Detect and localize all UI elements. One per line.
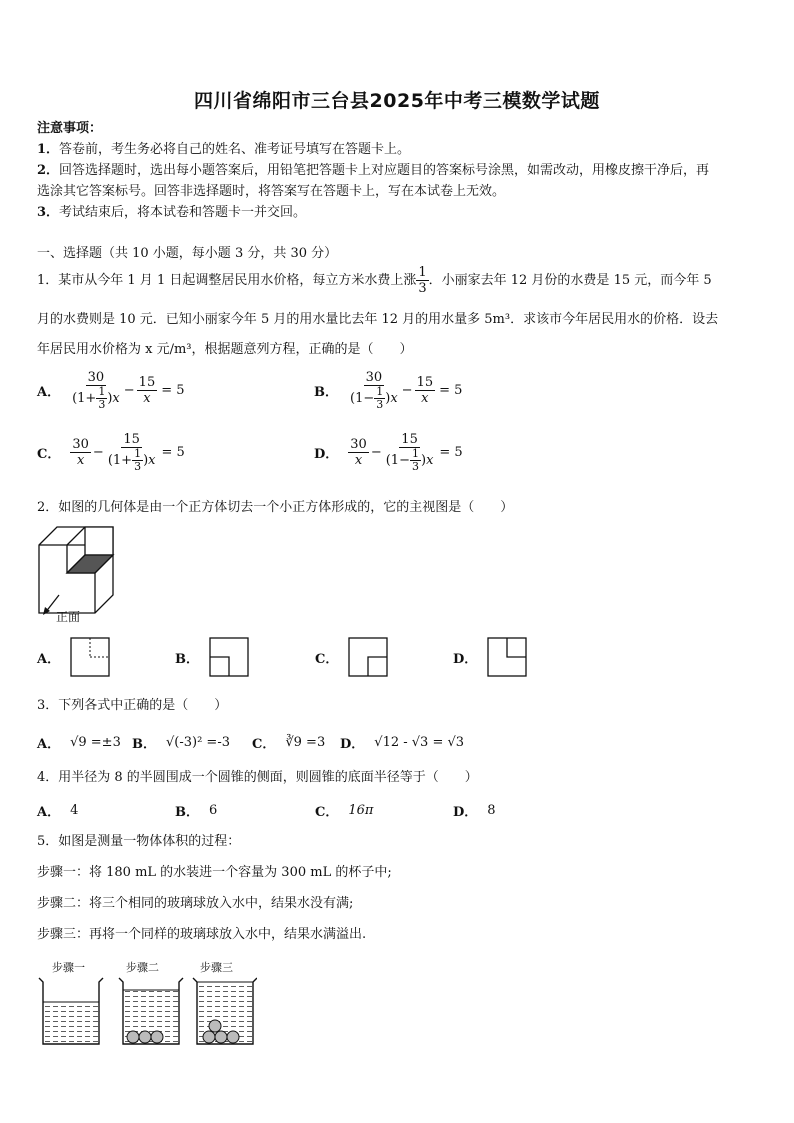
beaker-1 [39, 978, 103, 1044]
q2-option-b[interactable]: B． [175, 637, 249, 677]
q5-step-2: 步骤二：将三个相同的玻璃球放入水中，结果水没有满; [37, 896, 354, 911]
notice-item-1: 1．答卷前，考生务必将自己的姓名、准考证号填写在答题卡上。 [37, 142, 411, 157]
q1-fraction: $\frac{1}{3}$ [418, 265, 427, 296]
q4-option-b[interactable]: B． 6 [175, 803, 218, 820]
q2-option-c[interactable]: C． [315, 637, 388, 677]
beaker-label-2: 步骤二 [126, 961, 159, 974]
q3-option-a[interactable]: A． √9 =±3 [37, 735, 121, 752]
q1-option-b[interactable]: B． 30 (1− $\frac{1}{3}$ ) x − $\frac{15}{x}$ = 5 [314, 370, 463, 411]
q1-option-a[interactable]: A． 30 (1+ $\frac{1}{3}$ ) x − $\frac{15}{x}$ = 5 [37, 370, 185, 411]
q4-option-a[interactable]: A． 4 [37, 803, 79, 820]
q1-line1: 1．某市从今年 1 月 1 日起调整居民用水价格，每立方米水费上涨 $\frac{1}{3}$ ．小丽家去年 12 月份的水费是 15 元，而今年 5 [37, 265, 712, 296]
page-title: 四川省绵阳市三台县2025年中考三模数学试题 [194, 90, 600, 112]
q2-text: 2．如图的几何体是由一个正方体切去一个小正方体形成的，它的主视图是（ ） [37, 500, 514, 515]
q1-line3: 年居民用水价格为 x 元/m³，根据题意列方程，正确的是（ ） [37, 342, 413, 357]
beaker-3 [193, 978, 257, 1044]
q5-step-3: 步骤三：再将一个同样的玻璃球放入水中，结果水满溢出. [37, 927, 367, 942]
q1-line2: 月的水费则是 10 元．已知小丽家今年 5 月的用水量比去年 12 月的用水量多 5m³．求该市今年居民用水的价格．设去 [37, 312, 719, 327]
q2-option-b-figure [209, 637, 249, 677]
q2-option-d[interactable]: D． [453, 637, 527, 677]
beaker-2 [119, 978, 183, 1044]
notice-item-2-cont: 选涂其它答案标号。回答非选择题时，将答案写在答题卡上，写在本试卷上无效。 [37, 184, 506, 199]
q4-option-d[interactable]: D． 8 [453, 803, 496, 820]
notice-heading: 注意事项： [37, 121, 103, 136]
q3-text: 3．下列各式中正确的是（ ） [37, 698, 228, 713]
q2-option-d-figure [487, 637, 527, 677]
beaker-label-1: 步骤一 [52, 961, 85, 974]
q4-text: 4．用半径为 8 的半圆围成一个圆锥的侧面，则圆锥的底面半径等于（ ） [37, 770, 478, 785]
q1-option-c[interactable]: C． $\frac{30}{x}$ − 15 (1+ $\frac{1}{3}$ ) x = 5 [37, 432, 185, 473]
q1-option-d[interactable]: D． $\frac{30}{x}$ − 15 (1− $\frac{1}{3}$ ) x = 5 [314, 432, 463, 473]
q5-text: 5．如图是测量一物体体积的过程： [37, 834, 241, 849]
q3-option-d[interactable]: D． √12 - √3 = √3 [340, 735, 465, 752]
section-heading: 一、选择题（共 10 小题，每小题 3 分，共 30 分） [37, 246, 338, 261]
q2-option-c-figure [348, 637, 388, 677]
notice-item-2: 2．回答选择题时，选出每小题答案后，用铅笔把答题卡上对应题目的答案标号涂黑，如需改动，用橡皮擦干净后，再 [37, 163, 710, 178]
beaker-label-3: 步骤三 [200, 961, 233, 974]
q2-option-a[interactable]: A． [37, 637, 110, 677]
q3-option-c[interactable]: C． ∛9 =3 [252, 735, 326, 752]
q2-option-a-figure [70, 637, 110, 677]
q5-beakers-figure [37, 974, 257, 1050]
q3-option-b[interactable]: B． √(-3)² =-3 [132, 735, 230, 752]
q5-step-1: 步骤一：将 180 mL 的水装进一个容量为 300 mL 的杯子中; [37, 865, 392, 880]
notice-item-3: 3．考试结束后，将本试卷和答题卡一并交回。 [37, 205, 307, 220]
q2-front-label: 正面 [56, 610, 81, 624]
q4-option-c[interactable]: C． 16π [315, 803, 374, 820]
